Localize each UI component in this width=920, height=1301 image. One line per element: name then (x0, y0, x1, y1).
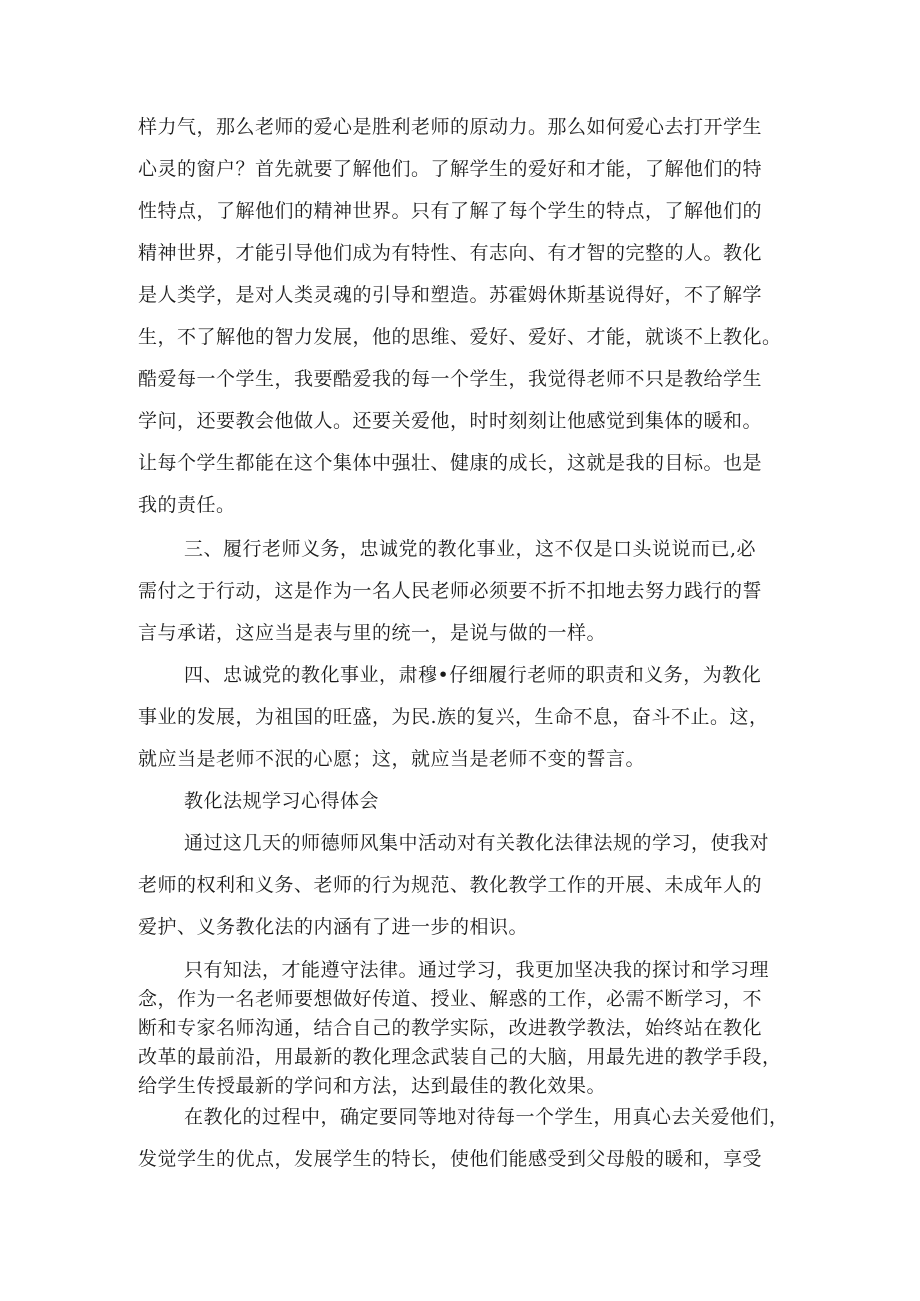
text-line: 需付之于行动，这是作为一名人民老师必须要不折不扣地去努力践行的誓 (138, 580, 763, 602)
text-line: 老师的权利和义务、老师的行为规范、教化教学工作的开展、未成年人的 (138, 874, 763, 896)
paragraph-3 (138, 654, 798, 780)
text-line: 只有知法，才能遵守法律。通过学习，我更加坚决我的探讨和学习理 (184, 959, 770, 981)
paragraph-5 (138, 822, 798, 948)
text-line: 我的责任。 (138, 494, 236, 516)
paragraph-2 (138, 528, 798, 654)
section-title-text: 教化法规学习心得体会 (184, 790, 380, 812)
text-line: 酷爱每一个学生，我要酷爱我的每一个学生，我觉得老师不只是教给学生 (138, 368, 763, 390)
text-line: 样力气，那么老师的爱心是胜利老师的原动力。那么如何爱心去打开学生 (138, 116, 763, 138)
text-line: 四、忠诚党的教化事业，肃穆•仔细履行老师的职责和义务，为教化 (184, 664, 762, 686)
text-line: 在教化的过程中，确定要同等地对待每一个学生，用真心去关爱他们， (184, 1106, 789, 1128)
text-line: 心灵的窗户？首先就要了解他们。了解学生的爱好和才能，了解他们的特 (138, 158, 763, 180)
text-line: 断和专家名师沟通，结合自己的教学实际，改进教学教法，始终站在教化 (138, 1017, 763, 1039)
text-line: 言与承诺，这应当是表与里的统一，是说与做的一样。 (138, 622, 607, 644)
text-line: 给学生传授最新的学问和方法，达到最佳的教化效果。 (138, 1075, 607, 1097)
text-line: 学问，还要教会他做人。还要关爱他，时时刻刻让他感觉到集体的暖和。 (138, 410, 763, 432)
paragraph-7 (138, 1096, 798, 1180)
text-line: 爱护、义务教化法的内涵有了进一步的相识。 (138, 916, 529, 938)
text-line: 三、履行老师义务，忠诚党的教化事业，这不仅是口头说说而已,必 (184, 538, 757, 560)
text-line: 是人类学，是对人类灵魂的引导和塑造。苏霍姆休斯基说得好，不了解学 (138, 284, 763, 306)
paragraph-1 (138, 106, 798, 526)
text-line: 性特点，了解他们的精神世界。只有了解了每个学生的特点，了解他们的 (138, 200, 763, 222)
text-line: 发觉学生的优点，发展学生的特长，使他们能感受到父母般的暖和，享受 (138, 1148, 763, 1170)
text-line: 事业的发展，为祖国的旺盛，为民.族的复兴，生命不息，奋斗不止。这， (138, 706, 769, 728)
text-line: 让每个学生都能在这个集体中强壮、健康的成长，这就是我的目标。也是 (138, 452, 763, 474)
text-line: 通过这几天的师德师风集中活动对有关教化法律法规的学习，使我对 (184, 832, 770, 854)
section-title (138, 780, 798, 822)
text-line: 念，作为一名老师要想做好传道、授业、解惑的工作，必需不断学习，不 (138, 988, 763, 1010)
text-line: 生，不了解他的智力发展，他的思维、爱好、爱好、才能，就谈不上教化。 (138, 326, 782, 348)
text-line: 改革的最前沿，用最新的教化理念武装自己的大脑，用最先进的教学手段， (138, 1046, 782, 1068)
text-line: 精神世界，才能引导他们成为有特性、有志向、有才智的完整的人。教化 (138, 242, 763, 264)
paragraph-6 (138, 956, 798, 1101)
text-line: 就应当是老师不泯的心愿；这，就应当是老师不变的誓言。 (138, 748, 646, 770)
